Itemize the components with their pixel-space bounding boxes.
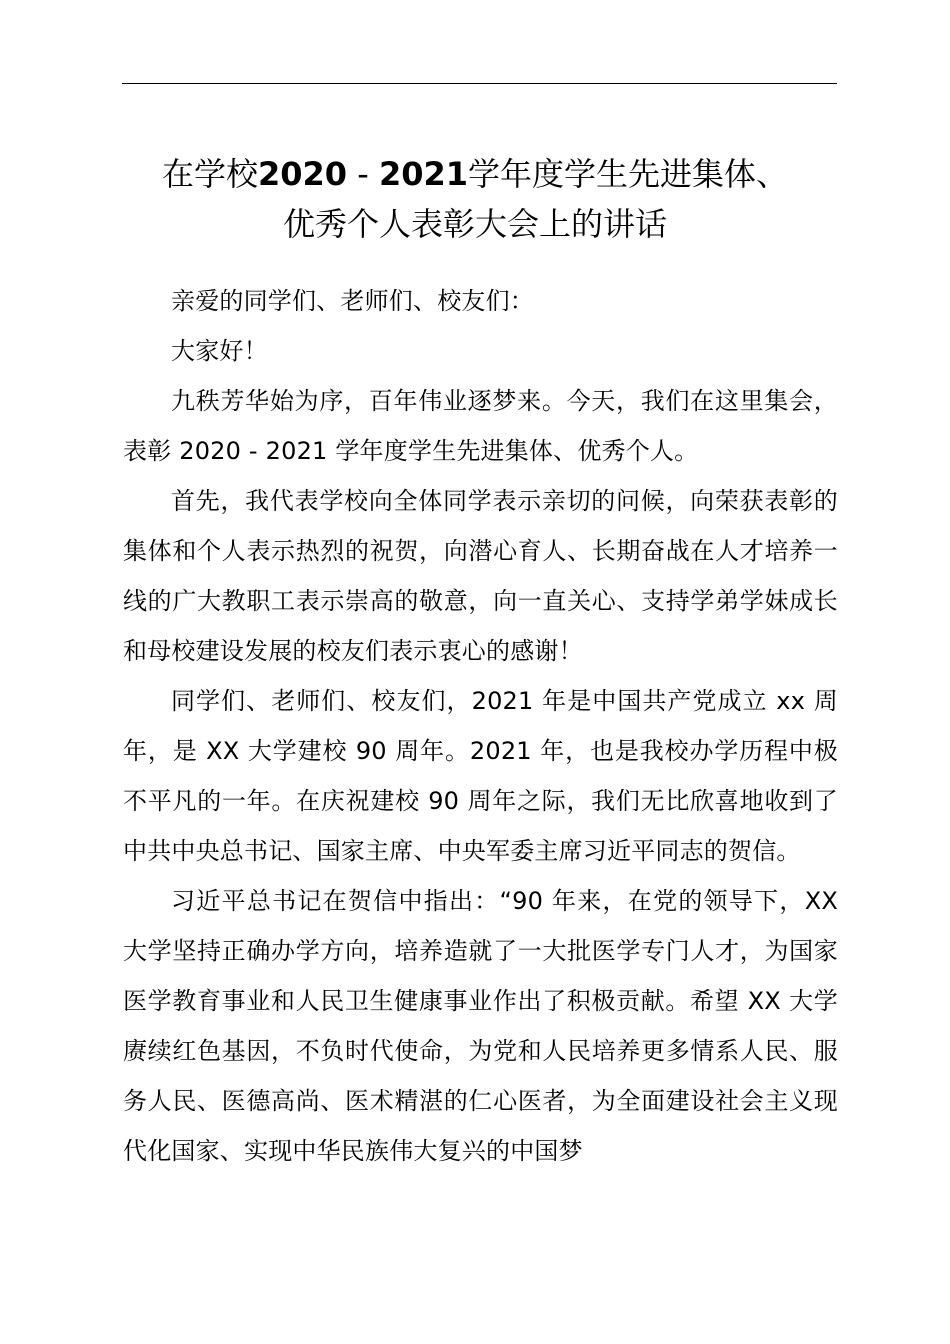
body-paragraph: 九秩芳华始为序，百年伟业逐梦来。今天，我们在这里集会，表彰 2020 - 2021 学年度学生先进集体、优秀个人。 xyxy=(123,387,838,465)
document-title-line-1 xyxy=(100,152,850,196)
header-rule xyxy=(122,83,837,84)
salutation-paragraph: 亲爱的同学们、老师们、校友们： xyxy=(171,287,534,315)
document-body xyxy=(123,276,838,1176)
title-year-end: 2021 xyxy=(378,155,468,193)
title-prefix: 在学校 xyxy=(161,155,258,193)
greeting-paragraph: 大家好！ xyxy=(171,337,268,365)
document-title-line-2: 优秀个人表彰大会上的讲话 xyxy=(282,205,667,243)
title-dash: - xyxy=(347,155,379,193)
body-paragraph: 习近平总书记在贺信中指出：“90 年来，在党的领导下，XX 大学坚持正确办学方向，培养造就了一大批医学专门人才，为国家医学教育事业和人民卫生健康事业作出了积极贡献。希望 XX 大学赓续红色基因，不负时代使命，为党和人民培养更多情系人民、服务人民、医德高尚、医术精湛的仁心医者，为全面建设社会主义现代化国家、实现中华民族伟大复兴的中国梦 xyxy=(123,887,838,1165)
body-paragraph: 首先，我代表学校向全体同学表示亲切的问候，向荣获表彰的集体和个人表示热烈的祝贺，向潜心育人、长期奋战在人才培养一线的广大教职工表示崇高的敬意，向一直关心、支持学弟学妹成长和母校建设发展的校友们表示衷心的感谢！ xyxy=(123,487,838,665)
body-paragraph: 同学们、老师们、校友们，2021 年是中国共产党成立 xx 周年，是 XX 大学建校 90 周年。2021 年，也是我校办学历程中极不平凡的一年。在庆祝建校 90 周年之际，我们无比欣喜地收到了中共中央总书记、国家主席、中央军委主席习近平同志的贺信。 xyxy=(123,687,838,865)
title-suffix: 学年度学生先进集体、 xyxy=(468,155,789,193)
title-year-start: 2020 xyxy=(257,155,348,193)
